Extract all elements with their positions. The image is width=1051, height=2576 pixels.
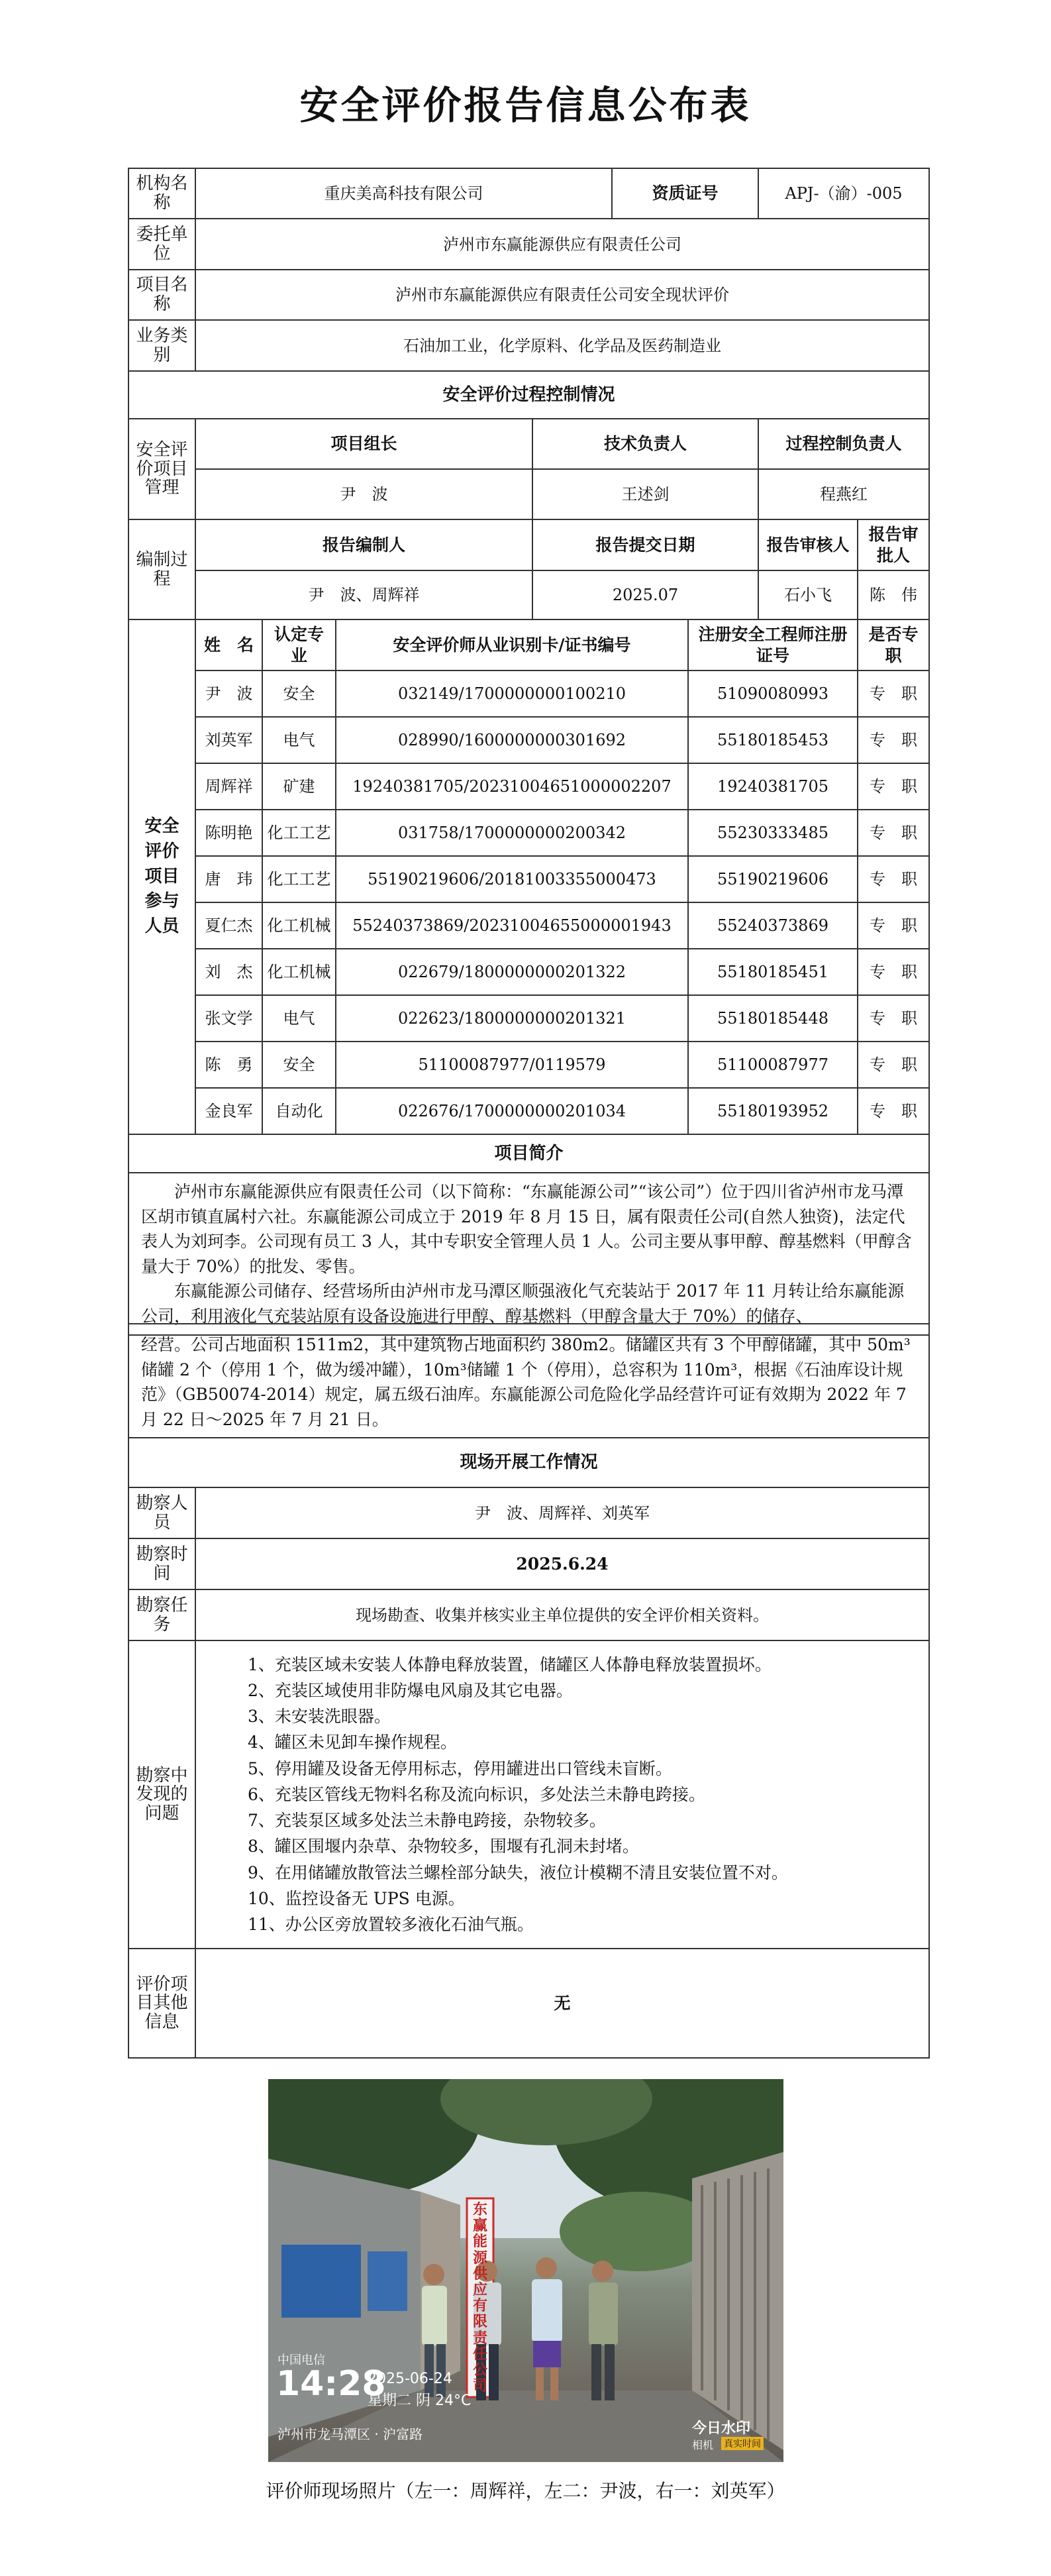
participant-row: [128, 949, 929, 995]
participant-card: 51100087977/0119579: [336, 1042, 688, 1088]
participant-reg: 19240381705: [688, 763, 858, 810]
compile-value-author: 尹 波、周辉祥: [195, 570, 532, 619]
survey-time-label: 勘察时间: [128, 1538, 195, 1589]
list-item: 9、在用储罐放散管法兰螺栓部分缺失，液位计模糊不清且安装位置不对。: [248, 1862, 788, 1882]
participant-row: [128, 902, 929, 949]
compile-header-date: 报告提交日期: [532, 519, 758, 570]
mgmt-header-tech: 技术负责人: [532, 419, 758, 469]
participant-reg: 55190219606: [688, 856, 858, 902]
participant-card: 022679/1800000000201322: [336, 949, 688, 995]
participant-row: [128, 763, 929, 810]
org-value: 重庆美高科技有限公司: [195, 168, 612, 219]
mgmt-label: 安全评价项目管理: [128, 419, 195, 519]
org-label: 机构名称: [128, 168, 195, 219]
participant-fulltime: 专 职: [858, 671, 929, 717]
participant-row: [128, 995, 929, 1042]
mgmt-value-control: 程燕红: [758, 469, 929, 519]
other-info-value: 无: [195, 1949, 929, 2058]
list-item: 6、充装区管线无物料名称及流向标识，多处法兰未静电跨接。: [248, 1784, 705, 1804]
cert-label: 资质证号: [612, 168, 758, 219]
mgmt-value-leader: 尹 波: [195, 469, 532, 519]
list-item: 8、罐区围堰内杂草、杂物较多，围堰有孔洞未封堵。: [248, 1837, 639, 1856]
participant-fulltime: 专 职: [858, 763, 929, 810]
participant-fulltime: 专 职: [858, 717, 929, 763]
info-table-part1: [128, 168, 930, 1336]
intro-paragraph-1: 泸州市东赢能源供应有限责任公司（以下简称：“东赢能源公司”“该公司”）位于四川省泸州市龙马潭区胡市镇直属村六社。东赢能源公司成立于 2019 年 8 月 15 日，属有限责任公司(自然人独资)，法定代表人为刘珂李。公司现有员工 3 人，其中专职安全管理人员 1 人。公司主要从事甲醇、醇基燃料（甲醇含量大于 70%）的批发、零售。: [141, 1182, 912, 1276]
watermark-location: 泸州市龙马潭区 · 沪富路: [277, 2426, 423, 2442]
list-item: 2、充装区域使用非防爆电风扇及其它电器。: [248, 1680, 573, 1700]
participant-major: 电气: [262, 995, 336, 1042]
list-item: 11、办公区旁放置较多液化石油气瓶。: [248, 1915, 534, 1935]
participant-header-fulltime: 是否专职: [858, 619, 929, 671]
list-item: 10、监控设备无 UPS 电源。: [248, 1888, 465, 1908]
compile-value-approver: 陈 伟: [858, 570, 929, 619]
participant-major: 化工机械: [262, 902, 336, 949]
watermark-brand: 今日水印: [692, 2420, 751, 2437]
participant-row: [128, 717, 929, 763]
list-item: 4、罐区未见卸车操作规程。: [248, 1733, 457, 1752]
participant-row: [128, 671, 929, 717]
participant-major: 化工机械: [262, 949, 336, 995]
participant-reg: 55230333485: [688, 810, 858, 856]
participant-row: [128, 1042, 929, 1088]
cert-value: APJ-（渝）-005: [758, 168, 929, 219]
participant-major: 化工工艺: [262, 856, 336, 902]
participant-card: 031758/1700000000200342: [336, 810, 688, 856]
other-info-label: 评价项目其他信息: [128, 1949, 195, 2058]
participant-reg: 55240373869: [688, 902, 858, 949]
participant-major: 矿建: [262, 763, 336, 810]
participant-card: 022623/1800000000201321: [336, 995, 688, 1042]
participant-reg: 55180185448: [688, 995, 858, 1042]
list-item: 5、停用罐及设备无停用标志，停用罐进出口管线未盲断。: [248, 1758, 672, 1778]
compile-value-reviewer: 石小飞: [758, 570, 858, 619]
list-item: 3、未安装洗眼器。: [248, 1707, 391, 1727]
participant-name: 周辉祥: [195, 763, 262, 810]
participant-row: [128, 856, 929, 902]
participant-header-major: 认定专业: [262, 619, 336, 671]
participant-name: 陈 勇: [195, 1042, 262, 1088]
participant-fulltime: 专 职: [858, 1042, 929, 1088]
site-photo-scene: [268, 2079, 783, 2462]
site-section-title: 现场开展工作情况: [128, 1438, 929, 1487]
sign-text: 东赢能源供应有限责任公司: [472, 2202, 487, 2395]
survey-time-value: 2025.6.24: [195, 1538, 929, 1589]
participant-card: 022676/1700000000201034: [336, 1088, 688, 1134]
mgmt-header-leader: 项目组长: [195, 419, 532, 469]
info-table-part2: [128, 1323, 930, 2059]
participant-header-reg: 注册安全工程师注册证号: [688, 619, 858, 671]
mgmt-header-control: 过程控制负责人: [758, 419, 929, 469]
site-photo: [268, 2079, 783, 2462]
mgmt-value-tech: 王述剑: [532, 469, 758, 519]
participant-reg: 51100087977: [688, 1042, 858, 1088]
participant-major: 化工工艺: [262, 810, 336, 856]
participant-major: 安全: [262, 1042, 336, 1088]
participant-reg: 55180185451: [688, 949, 858, 995]
participant-name: 刘 杰: [195, 949, 262, 995]
project-value: 泸州市东赢能源供应有限责任公司安全现状评价: [195, 270, 929, 320]
list-item: 1、充装区域未安装人体静电释放装置，储罐区人体静电释放装置损坏。: [248, 1654, 772, 1674]
survey-people-value: 尹 波、周辉祥、刘英军: [195, 1487, 929, 1538]
participant-fulltime: 专 职: [858, 995, 929, 1042]
project-label: 项目名称: [128, 270, 195, 320]
participant-card: 19240381705/20231004651000002207: [336, 763, 688, 810]
compile-header-author: 报告编制人: [195, 519, 532, 570]
carrier-label: 中国电信: [277, 2353, 325, 2367]
issues-list: [195, 1640, 929, 1949]
watermark-date: 2025-06-24: [368, 2371, 452, 2387]
participant-row: [128, 1088, 929, 1134]
participant-card: 55240373869/20231004655000001943: [336, 902, 688, 949]
participant-header-name: 姓 名: [195, 619, 262, 671]
participant-reg: 55180185453: [688, 717, 858, 763]
compile-header-approver: 报告审批人: [858, 519, 929, 570]
intro-title: 项目简介: [128, 1134, 929, 1173]
participant-fulltime: 专 职: [858, 902, 929, 949]
survey-people-label: 勘察人员: [128, 1487, 195, 1538]
participant-header-card: 安全评价师从业识别卡/证书编号: [336, 619, 688, 671]
watermark-sub: 相机: [692, 2439, 714, 2451]
participant-name: 陈明艳: [195, 810, 262, 856]
participant-reg: 55180193952: [688, 1088, 858, 1134]
survey-task-value: 现场勘查、收集并核实业主单位提供的安全评价相关资料。: [195, 1589, 929, 1640]
watermark-weekday: 星期二 阴 24°C: [368, 2392, 472, 2409]
participant-fulltime: 专 职: [858, 810, 929, 856]
issues-label: 勘察中发现的问题: [128, 1640, 195, 1949]
watermark-badge: 真实时间: [721, 2437, 764, 2450]
process-section-title: 安全评价过程控制情况: [128, 371, 929, 419]
participant-card: 55190219606/20181003355000473: [336, 856, 688, 902]
client-label: 委托单位: [128, 219, 195, 270]
participant-fulltime: 专 职: [858, 949, 929, 995]
intro-paragraph-3: 经营。公司占地面积 1511m2，其中建筑物占地面积约 380m2。储罐区共有 3 个甲醇储罐，其中 50m³储罐 2 个（停用 1 个，做为缓冲罐），10m³储罐 1 个（停用），总容积为 110m³，根据《石油库设计规范》（GB50074-2014）规定，属五级石油库。东赢能源公司危险化学品经营许可证有效期为 2022 年 7 月 22 日～2025 年 7 月 21 日。: [141, 1335, 911, 1429]
compile-value-date: 2025.07: [532, 570, 758, 619]
participant-fulltime: 专 职: [858, 856, 929, 902]
participant-name: 张文学: [195, 995, 262, 1042]
participant-name: 金良军: [195, 1088, 262, 1134]
client-value: 泸州市东赢能源供应有限责任公司: [195, 219, 929, 270]
participant-name: 唐 玮: [195, 856, 262, 902]
participant-row: [128, 810, 929, 856]
participant-major: 安全: [262, 671, 336, 717]
intro-text-part2: [128, 1324, 929, 1438]
list-item: 7、充装泵区域多处法兰未静电跨接，杂物较多。: [248, 1811, 606, 1831]
participant-name: 夏仁杰: [195, 902, 262, 949]
participant-name: 刘英军: [195, 717, 262, 763]
survey-task-label: 勘察任务: [128, 1589, 195, 1640]
intro-text-part1: [128, 1173, 929, 1335]
participants-label: 安全评价项目参与人员: [128, 619, 195, 1134]
participant-card: 032149/1700000000100210: [336, 671, 688, 717]
participant-major: 电气: [262, 717, 336, 763]
compile-label: 编制过程: [128, 519, 195, 619]
participant-name: 尹 波: [195, 671, 262, 717]
business-value: 石油加工业，化学原料、化学品及医药制造业: [195, 320, 929, 371]
participant-major: 自动化: [262, 1088, 336, 1134]
compile-header-reviewer: 报告审核人: [758, 519, 858, 570]
page-title: 安全评价报告信息公布表: [299, 83, 752, 128]
photo-caption: 评价师现场照片（左一：周辉祥，左二：尹波，右一：刘英军）: [266, 2480, 785, 2502]
business-label: 业务类别: [128, 320, 195, 371]
participant-fulltime: 专 职: [858, 1088, 929, 1134]
participant-reg: 51090080993: [688, 671, 858, 717]
watermark-time: 14:28: [276, 2364, 386, 2404]
intro-paragraph-2: 东赢能源公司储存、经营场所由泸州市龙马潭区顺强液化气充装站于 2017 年 11 月转让给东赢能源公司，利用液化气充装站原有设备设施进行甲醇、醇基燃料（甲醇含量大于 70%）的储存、: [141, 1281, 905, 1326]
participant-card: 028990/1600000000301692: [336, 717, 688, 763]
